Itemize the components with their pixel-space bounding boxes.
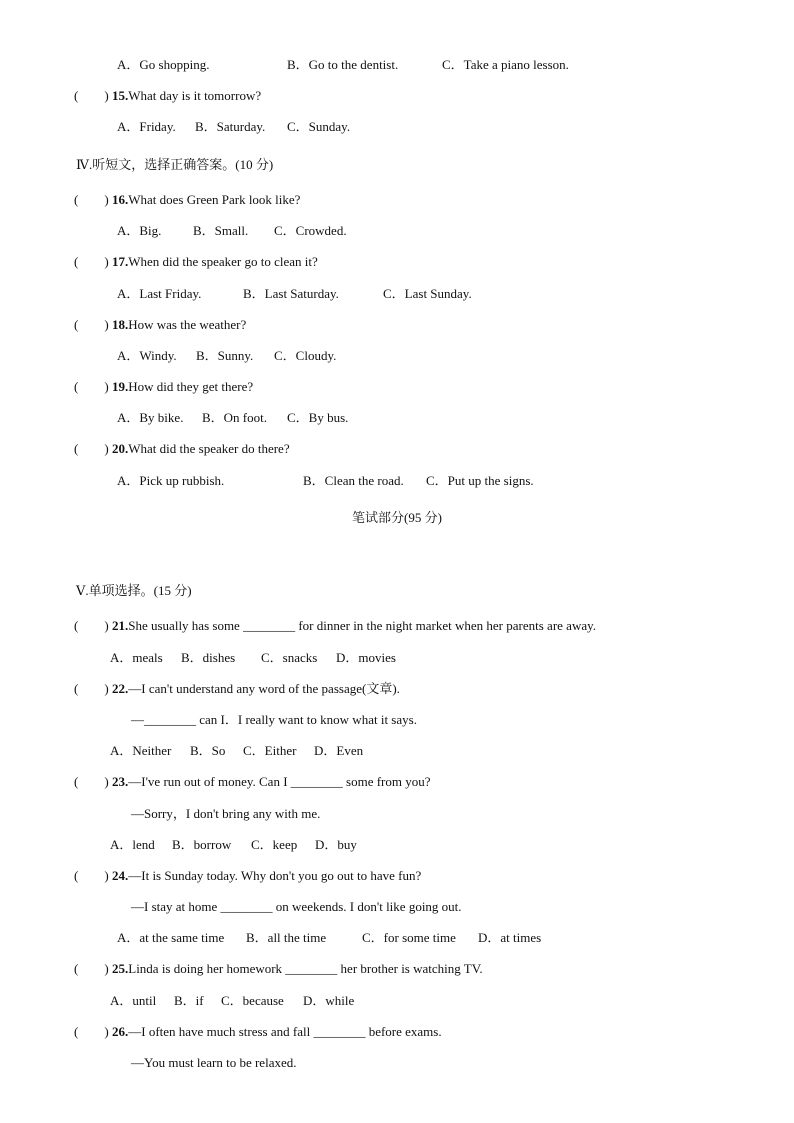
question-number: 25. [112,961,129,976]
q26-dialogue-line: —You must learn to be relaxed. [131,1055,297,1070]
question-stem: When did the speaker go to clean it? [128,254,318,269]
answer-blank[interactable]: ( ) [74,441,109,456]
q23-option-a[interactable]: A．lend [110,837,155,852]
question-number: 21. [112,618,129,633]
q19-option-c[interactable]: C．By bus. [287,410,349,425]
question-number: 23. [112,774,129,789]
question-stem: —I've run out of money. Can I ________ some from you? [128,774,431,789]
q18-option-a[interactable]: A．Windy. [117,348,177,363]
question-stem: What day is it tomorrow? [128,88,262,103]
q20-option-a[interactable]: A．Pick up rubbish. [117,473,225,488]
q24-option-d[interactable]: D．at times [478,930,542,945]
question-stem: —It is Sunday today. Why don't you go out to have fun? [128,868,422,883]
q21-option-a[interactable]: A．meals [110,650,163,665]
q17-option-b[interactable]: B．Last Saturday. [243,286,339,301]
q18-option-b[interactable]: B．Sunny. [196,348,254,363]
q22-option-d[interactable]: D．Even [314,743,364,758]
q19-option-a[interactable]: A．By bike. [117,410,184,425]
q17-option-a[interactable]: A．Last Friday. [117,286,202,301]
question-number: 16. [112,192,129,207]
q22-option-b[interactable]: B．So [190,743,226,758]
question-number: 15. [112,88,129,103]
question-stem: Linda is doing her homework ________ her brother is watching TV. [128,961,483,976]
question-number: 22. [112,681,129,696]
q25-option-a[interactable]: A．until [110,993,157,1008]
answer-blank[interactable]: ( ) [74,774,109,789]
question-stem: —I can't understand any word of the passage(文章). [128,681,400,696]
q17-option-c[interactable]: C．Last Sunday. [383,286,472,301]
question-stem: What does Green Park look like? [128,192,301,207]
q24-dialogue-line: —I stay at home ________ on weekends. I don't like going out. [131,899,462,914]
q22-option-c[interactable]: C．Either [243,743,297,758]
q16-option-a[interactable]: A．Big. [117,223,162,238]
question-stem: How was the weather? [128,317,247,332]
question-stem: What did the speaker do there? [128,441,290,456]
answer-blank[interactable]: ( ) [74,618,109,633]
q25-option-c[interactable]: C．because [221,993,284,1008]
q14-option-b[interactable]: B．Go to the dentist. [287,57,399,72]
answer-blank[interactable]: ( ) [74,379,109,394]
q14-option-a[interactable]: A．Go shopping. [117,57,210,72]
question-stem: How did they get there? [128,379,254,394]
q15-option-c[interactable]: C．Sunday. [287,119,351,134]
answer-blank[interactable]: ( ) [74,961,109,976]
q20-option-b[interactable]: B．Clean the road. [303,473,404,488]
q15-option-b[interactable]: B．Saturday. [195,119,266,134]
q23-option-d[interactable]: D．buy [315,837,357,852]
q21-option-c[interactable]: C．snacks [261,650,318,665]
answer-blank[interactable]: ( ) [74,317,109,332]
question-number: 17. [112,254,129,269]
question-number: 19. [112,379,129,394]
q21-option-b[interactable]: B．dishes [181,650,236,665]
q19-option-b[interactable]: B．On foot. [202,410,268,425]
q25-option-d[interactable]: D．while [303,993,355,1008]
section-5-title: Ⅴ.单项选择。(15 分) [76,583,192,598]
q16-option-c[interactable]: C．Crowded. [274,223,347,238]
question-number: 24. [112,868,129,883]
question-number: 26. [112,1024,129,1039]
answer-blank[interactable]: ( ) [74,681,109,696]
q22-dialogue-line: —________ can I．I really want to know what it says. [131,712,417,727]
section-4-title: Ⅳ.听短文，选择正确答案。(10 分) [76,157,274,172]
q24-option-c[interactable]: C．for some time [362,930,456,945]
q14-option-c[interactable]: C．Take a piano lesson. [442,57,569,72]
q21-option-d[interactable]: D．movies [336,650,396,665]
q18-option-c[interactable]: C．Cloudy. [274,348,337,363]
q23-dialogue-line: —Sorry，I don't bring any with me. [131,806,321,821]
question-number: 20. [112,441,129,456]
q25-option-b[interactable]: B．if [174,993,204,1008]
question-number: 18. [112,317,129,332]
question-stem: —I often have much stress and fall ________ before exams. [128,1024,442,1039]
answer-blank[interactable]: ( ) [74,88,109,103]
q22-option-a[interactable]: A．Neither [110,743,172,758]
q24-option-a[interactable]: A．at the same time [117,930,225,945]
q24-option-b[interactable]: B．all the time [246,930,327,945]
answer-blank[interactable]: ( ) [74,868,109,883]
answer-blank[interactable]: ( ) [74,192,109,207]
q20-option-c[interactable]: C．Put up the signs. [426,473,534,488]
q23-option-b[interactable]: B．borrow [172,837,232,852]
written-section-title: 笔试部分(95 分) [352,510,442,525]
q15-option-a[interactable]: A．Friday. [117,119,176,134]
q23-option-c[interactable]: C．keep [251,837,298,852]
question-stem: She usually has some ________ for dinner in the night market when her parents are away. [128,618,597,633]
q16-option-b[interactable]: B．Small. [193,223,249,238]
answer-blank[interactable]: ( ) [74,254,109,269]
answer-blank[interactable]: ( ) [74,1024,109,1039]
